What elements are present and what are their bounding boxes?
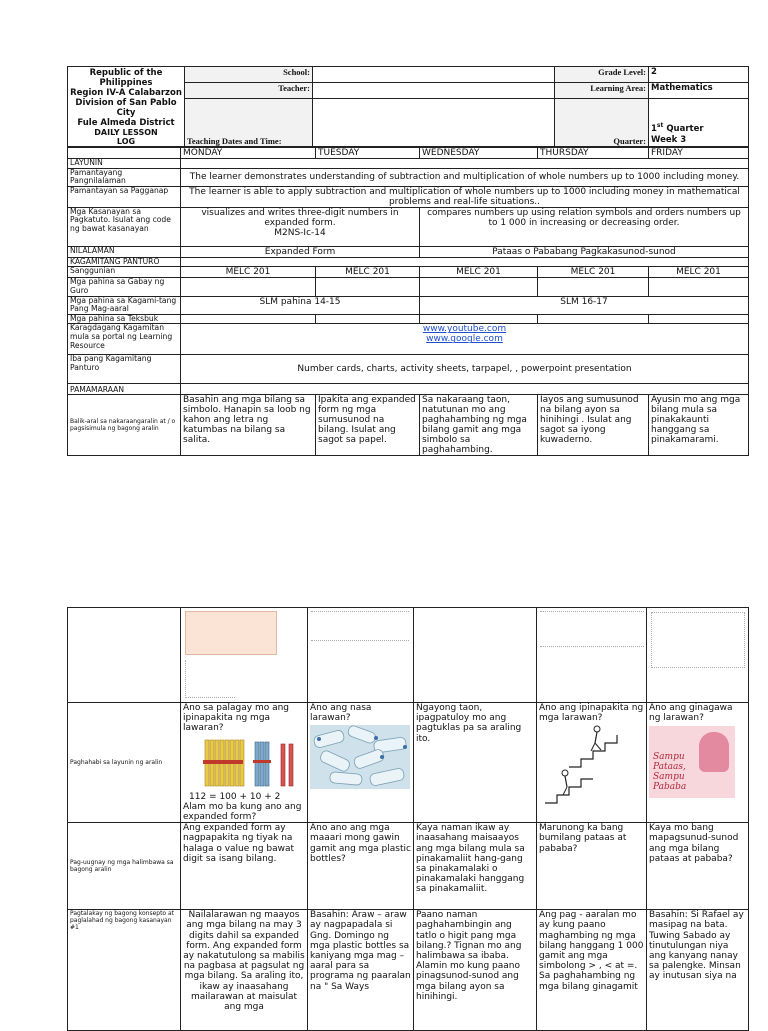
balikaral-mon: Basahin ang mga bilang sa simbolo. Hanapin sa loob ng kahon ang letra ng katumbas na bilang sa salita. — [181, 395, 316, 456]
teksbuk-label: Mga pahina sa Teksbuk — [68, 314, 181, 324]
pamamaraan-label: PAMAMARAAN — [68, 384, 181, 395]
pagtalakay-wed: Paano naman paghahambingin ang tatlo o higit pang mga bilang.? Tignan mo ang halimbawa sa ibaba. Alamin mo kung paano pinagsunod-sunod ang mga bilang ayon sa hinihingi. — [414, 910, 537, 1031]
paghahabi-tue — [308, 703, 414, 823]
pamantayan-nilalaman-text: The learner demonstrates understanding of subtraction and multiplication of whole numbers up to 1000 including money. — [181, 168, 749, 186]
book-figure — [699, 732, 729, 772]
stairs-image — [539, 725, 639, 805]
expanded-question: Alam mo ba kung ano ang expanded form? — [183, 801, 302, 823]
teacher-field[interactable] — [313, 82, 555, 98]
kasanayan-a — [181, 207, 420, 246]
nilalaman-label: NILALAMAN — [68, 246, 181, 257]
pamantayan-nilalaman-label: Pamantayang Pangnilalaman — [68, 168, 181, 186]
pamantayan-pagganap-text: The learner is able to apply subtraction and multiplication of whole numbers up to 1000 including money in mathematical problems and real-life situations.. — [181, 186, 749, 207]
paghahabi-label: Paghahabi sa layunin ng aralin — [68, 703, 181, 823]
bundle-band — [203, 760, 243, 764]
paghahabi-mon — [181, 703, 308, 823]
fri-activity-image — [647, 608, 749, 703]
paghahabi-tue-text: Ano ang nasa larawan? — [310, 703, 372, 724]
kagamitan-cell — [181, 257, 749, 267]
pagtalakay-label: Pagtalakay ng bagong konsepto at paglalahad ng bagong kasanayan #1 — [68, 910, 181, 1031]
sanggunian-label: Sanggunian — [68, 267, 181, 278]
paghahabi-wed: Ngayong taon, ipagpatuloy mo ang pagtuklas pa sa araling ito. — [414, 703, 537, 823]
republic-text: Republic of the Philippines — [89, 68, 163, 88]
equation-text: 112 = 100 + 10 + 2 — [189, 791, 281, 802]
paguugnay-wed: Kaya naman ikaw ay inaasahang maisaayos ang mga bilang mula sa pinakamaliit hang-gang sa pinakamalaki o pinakamalaki hanggang sa pinakamaliit. — [414, 823, 537, 910]
balikaral-label: Balik-aral sa nakaraangaralin at / o pagsisimula ng bagong aralin — [68, 395, 181, 456]
wed-activity-image — [414, 608, 537, 703]
pagtalakay-thu: Ang pag - aaralan mo ay kung paano maghambing ng mga bilang hanggang 1 000 gamit ang mga simbolong > , < at =. Sa paghahambing ng mga bilang ginagamit — [537, 910, 647, 1031]
gabay-thu — [538, 278, 649, 296]
book-title-text: Sampu Pataas, Sampu Pababa — [653, 752, 687, 793]
paguugnay-fri: Kaya mo bang mapagsunud-sunod ang mga bilang pataas at pababa? — [647, 823, 749, 910]
kagamitang-pang-label: Mga pahina sa Kagami-tang Pang Mag-aaral — [68, 296, 181, 314]
days-row — [68, 148, 749, 159]
corner-cell — [68, 148, 181, 159]
links-cell — [181, 324, 749, 355]
expanded-blanks — [311, 611, 409, 641]
google-link[interactable]: www.google.com — [426, 334, 503, 345]
day-thursday: THURSDAY — [538, 148, 649, 159]
teksbuk-fri — [649, 314, 749, 324]
paghahabi-fri-text: Ano ang ginagawa ng larawan? — [649, 703, 733, 724]
bundle-ten — [255, 742, 269, 786]
quarter-num: 1 — [651, 124, 657, 134]
pagtalakay-mon: Nailalarawan ng maayos ang mga bilang na may 3 digits dahil sa expanded form. Ang expanded form ay nakatutulong sa mabilis na pagbasa at pagsulat ng mga bilang. Sa araling ito, ikaw ay inaasahang mailarawan at maisulat ang mga — [181, 910, 308, 1031]
paguugnay-tue: Ano ano ang mga maaari mong gawin gamit ang mga plastic bottles? — [308, 823, 414, 910]
answer-grid-thumb — [651, 612, 745, 668]
school-label: School: — [185, 67, 313, 83]
karagdagang-label: Karagdagang Kagamitan mula sa portal ng Learning Resource — [68, 324, 181, 355]
plastic-bottles-image — [310, 725, 410, 789]
district-text: Fule Almeda District — [77, 118, 175, 128]
number-table-thumb — [540, 611, 644, 647]
day-wednesday: WEDNESDAY — [420, 148, 538, 159]
teksbuk-mon — [181, 314, 316, 324]
division-text: Division of San Pablo City — [75, 98, 177, 118]
area-label: Learning Area: — [555, 82, 649, 98]
gabay-mon — [181, 278, 316, 296]
teksbuk-tue — [316, 314, 420, 324]
tue-activity-image — [308, 608, 414, 703]
area-value: Mathematics — [649, 82, 749, 98]
dates-label: Teaching Dates and Time: — [185, 98, 313, 146]
slm-a: SLM pahina 14-15 — [181, 296, 420, 314]
balikaral-thu: Iayos ang sumusunod na bilang ayon sa hinihingi . Isulat ang sagot sa iyong kuwaderno. — [538, 395, 649, 456]
single-sticks — [281, 744, 293, 786]
dll-title: DAILY LESSON — [94, 128, 158, 137]
quarter-label: Quarter: — [555, 98, 649, 146]
pamamaraan-cell — [181, 384, 749, 395]
day-friday: FRIDAY — [649, 148, 749, 159]
nilalaman-b: Pataas o Pababang Pagkakasunod-sunod — [420, 246, 749, 257]
teksbuk-wed — [420, 314, 538, 324]
gabay-tue — [316, 278, 420, 296]
school-info — [68, 67, 185, 147]
letter-choices-box — [185, 611, 277, 655]
quarter-word: Quarter — [663, 124, 704, 134]
paghahabi-thu-text: Ano ang ipinapakita ng mga larawan? — [539, 703, 644, 724]
melc-tue: MELC 201 — [316, 267, 420, 278]
gabay-wed — [420, 278, 538, 296]
day-tuesday: TUESDAY — [316, 148, 420, 159]
gabay-label: Mga pahina sa Gabay ng Guro — [68, 278, 181, 296]
book-cover-image — [649, 726, 735, 798]
slm-b: SLM 16-17 — [420, 296, 749, 314]
teacher-label: Teacher: — [185, 82, 313, 98]
kasanayan-a-text: visualizes and writes three-digit numbers in expanded form. — [201, 207, 399, 228]
quarter-sup: st — [656, 122, 664, 130]
quarter-value — [649, 98, 749, 146]
number-list-lines — [185, 660, 235, 698]
melc-wed: MELC 201 — [420, 267, 538, 278]
layunin-label: LAYUNIN — [68, 159, 181, 169]
header-table — [67, 66, 749, 147]
kasanayan-a-code: M2NS-Ic-14 — [274, 227, 326, 238]
paguugnay-label: Pag-uugnay ng mga halimbawa sa bagong aralin — [68, 823, 181, 910]
mon-activity-image — [181, 608, 308, 703]
pagtalakay-fri: Basahin: Si Rafael ay masipag na bata. Tuwing Sabado ay tinutulungan niya ang kanyang nanay sa palengke. Minsan ay inutusan siya na — [647, 910, 749, 1031]
log-title: LOG — [116, 137, 136, 146]
thumb-label-cell — [68, 608, 181, 703]
school-field[interactable] — [313, 67, 555, 83]
teksbuk-thu — [538, 314, 649, 324]
day-monday: MONDAY — [181, 148, 316, 159]
balikaral-wed: Sa nakaraang taon, natutunan mo ang paghahambing ng mga bilang gamit ang mga simbolo sa paghahambing. — [420, 395, 538, 456]
melc-mon: MELC 201 — [181, 267, 316, 278]
grade-label: Grade Level: — [555, 67, 649, 83]
melc-thu: MELC 201 — [538, 267, 649, 278]
lesson-table — [67, 147, 749, 456]
pagtalakay-tue: Basahin: Araw – araw ay nagpapadala si Gng. Domingo ng mga plastic bottles sa kaniyang mga mag – aaral para sa programa ng paaralan na " Sa Ways — [308, 910, 414, 1031]
thu-activity-image — [537, 608, 647, 703]
week-value: Week 3 — [651, 135, 687, 145]
paghahabi-thu — [537, 703, 647, 823]
youtube-link[interactable]: www.youtube.com — [422, 324, 507, 335]
dates-field[interactable] — [313, 98, 555, 146]
paguugnay-mon: Ang expanded form ay nagpapakita ng tiyak na halaga o value ng bawat digit sa isang bilang. — [181, 823, 308, 910]
iba-pang-text: Number cards, charts, activity sheets, tarpapel, , powerpoint presentation — [181, 355, 749, 384]
paghahabi-fri — [647, 703, 749, 823]
layunin-cell — [181, 159, 749, 169]
kagamitan-label: KAGAMITANG PANTURO — [68, 257, 181, 267]
nilalaman-a: Expanded Form — [181, 246, 420, 257]
region-text: Region IV-A Calabarzon — [70, 88, 182, 98]
balikaral-tue: Ipakita ang expanded form ng mga sumusunod na bilang. Isulat ang sagot sa papel. — [316, 395, 420, 456]
gabay-fri — [649, 278, 749, 296]
grade-value: 2 — [649, 67, 749, 83]
lesson-table-page2 — [67, 607, 749, 1031]
pamantayan-pagganap-label: Pamantayan sa Pagganap — [68, 186, 181, 207]
iba-pang-label: Iba pang Kagamitang Panturo — [68, 355, 181, 384]
paghahabi-mon-text: Ano sa palagay mo ang ipinapakita ng mga lawaran? — [183, 703, 290, 734]
paguugnay-thu: Marunong ka bang bumilang pataas at pababa? — [537, 823, 647, 910]
balikaral-fri: Ayusin mo ang mga bilang mula sa pinakakaunti hanggang sa pinakamarami. — [649, 395, 749, 456]
number-sticks-image — [183, 736, 303, 792]
kasanayan-label: Mga Kasanayan sa Pagkatuto. Isulat ang code ng bawat kasanayan — [68, 207, 181, 246]
kasanayan-b: compares numbers up using relation symbols and orders numbers up to 1 000 in increasing or decreasing order. — [420, 207, 749, 246]
melc-fri: MELC 201 — [649, 267, 749, 278]
